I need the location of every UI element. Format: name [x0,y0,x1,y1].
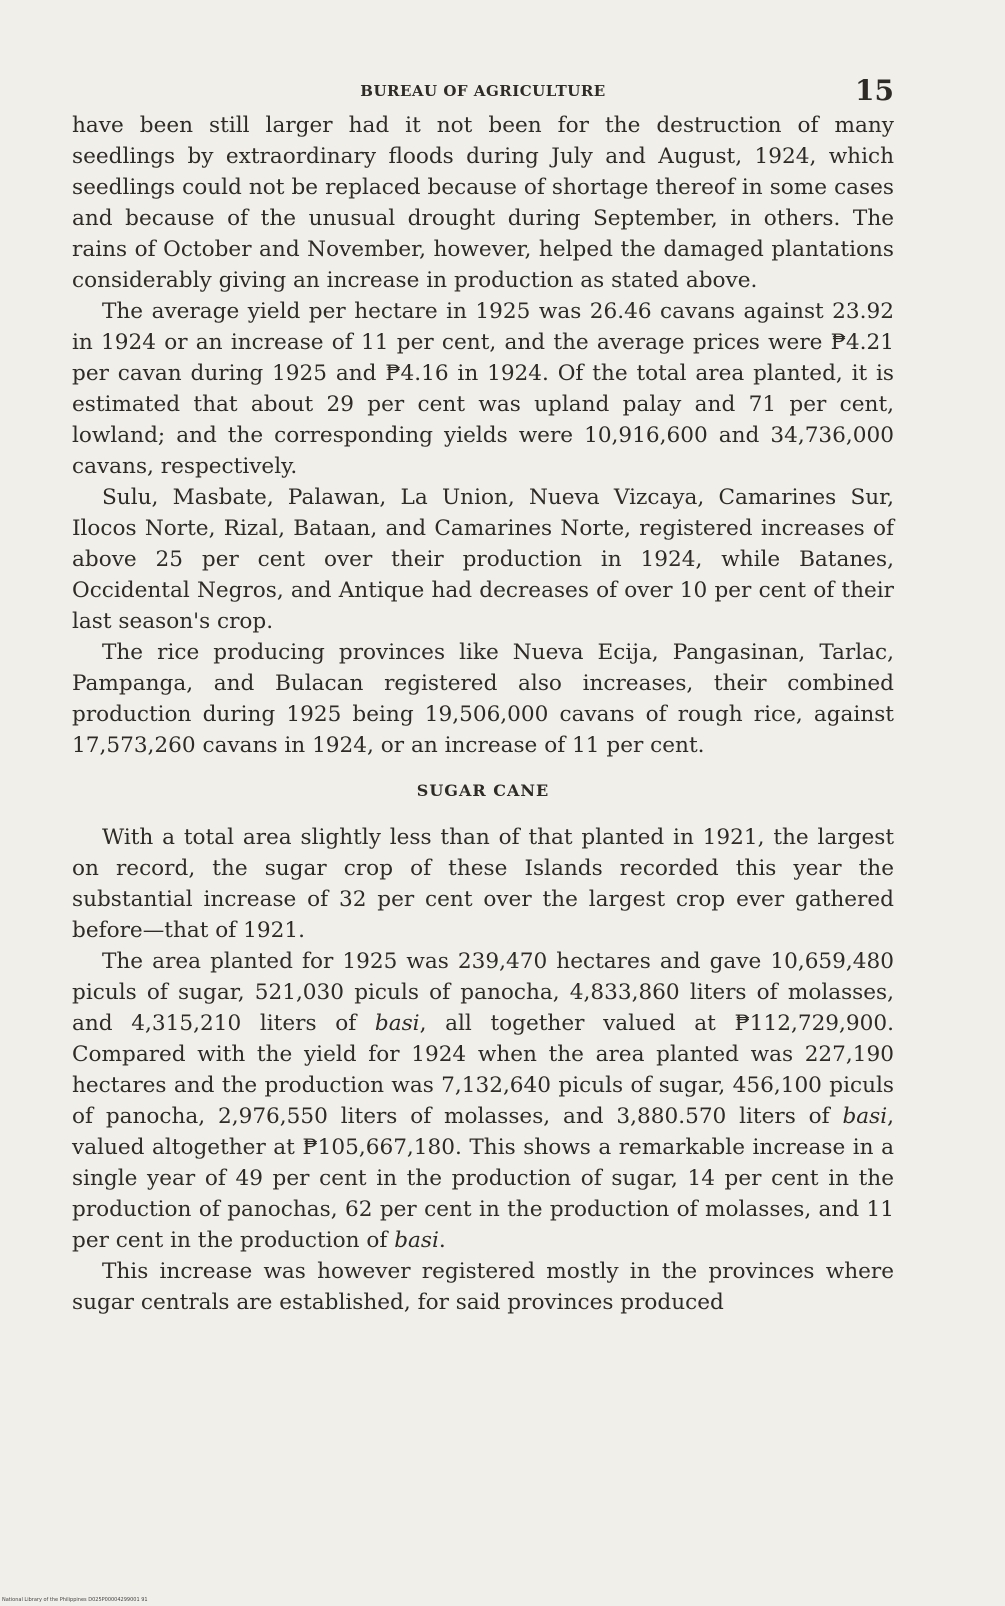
text-run: The area planted for 1925 was 239,470 hectares and gave 10,659,480 piculs of sugar, 521,030 piculs of panocha, 4,833,860 liters of molasses, and 4,315,210 liters of [72,949,894,1036]
running-title: BUREAU OF AGRICULTURE [360,82,606,100]
section-heading: SUGAR CANE [416,781,550,800]
running-head [72,70,894,110]
text-run: , valued altogether at ₱105,667,180. This shows a remarkable increase in a single year of 49 per cent in the production of sugar, 14 per cent in the production of panochas, 62 per cent in the production of molasses, and 11 per cent in the production of [72,1104,894,1253]
paragraph-sugar-intro: With a total area slightly less than of that planted in 1921, the largest on record, the sugar crop of these Islands recorded this year the substantial increase of 32 per cent over the largest crop ever gathered before—that of 1921. [72,825,894,943]
text-run: . [438,1228,446,1253]
italic-term: basi [842,1104,888,1129]
italic-term: basi [374,1011,420,1036]
body-text [72,110,894,1318]
italic-term: basi [394,1228,439,1253]
paragraph-average-yield: The average yield per hectare in 1925 was 26.46 cavans against 23.92 in 1924 or an increase of 11 per cent, and the average prices were ₱4.21 per cavan during 1925 and ₱4.16 in 1924. Of the total area planted, it is estimated that about 29 per cent was upland palay and 71 per cent, lowland; and the corresponding yields were 10,916,600 and 34,736,000 cavans, respectively. [72,299,894,479]
paragraph-sugar-centrals: This increase was however registered mostly in the provinces where sugar centrals are established, for said provinces produced [72,1259,894,1315]
scan-credit: National Library of the Philippines D025P00004299001 91 [2,1597,148,1603]
paragraph-sugar-area [72,946,894,1256]
document-page [72,70,894,1318]
paragraph-rice-provinces: The rice producing provinces like Nueva Ecija, Pangasinan, Tarlac, Pampanga, and Bulacan registered also increases, their combined production during 1925 being 19,506,000 cavans of rough rice, against 17,573,260 cavans in 1924, or an increase of 11 per cent. [72,640,894,758]
text-run: , all together valued at ₱112,729,900. Compared with the yield for 1924 when the area planted was 227,190 hectares and the production was 7,132,640 piculs of sugar, 456,100 piculs of panocha, 2,976,550 liters of molasses, and 3,880.570 liters of [72,1011,894,1129]
page-number: 15 [855,74,894,107]
paragraph-continuation: have been still larger had it not been for the destruction of many seedlings by extraordinary floods during July and August, 1924, which seedlings could not be replaced because of shortage thereof in some cases and because of the unusual drought during September, in others. The rains of October and November, however, helped the damaged plantations considerably giving an increase in production as stated above. [72,113,894,293]
paragraph-provinces-increase: Sulu, Masbate, Palawan, La Union, Nueva Vizcaya, Camarines Sur, Ilocos Norte, Rizal, Bataan, and Camarines Norte, registered increases of above 25 per cent over their production in 1924, while Batanes, Occidental Negros, and Antique had decreases of over 10 per cent of their last season's crop. [72,485,894,634]
